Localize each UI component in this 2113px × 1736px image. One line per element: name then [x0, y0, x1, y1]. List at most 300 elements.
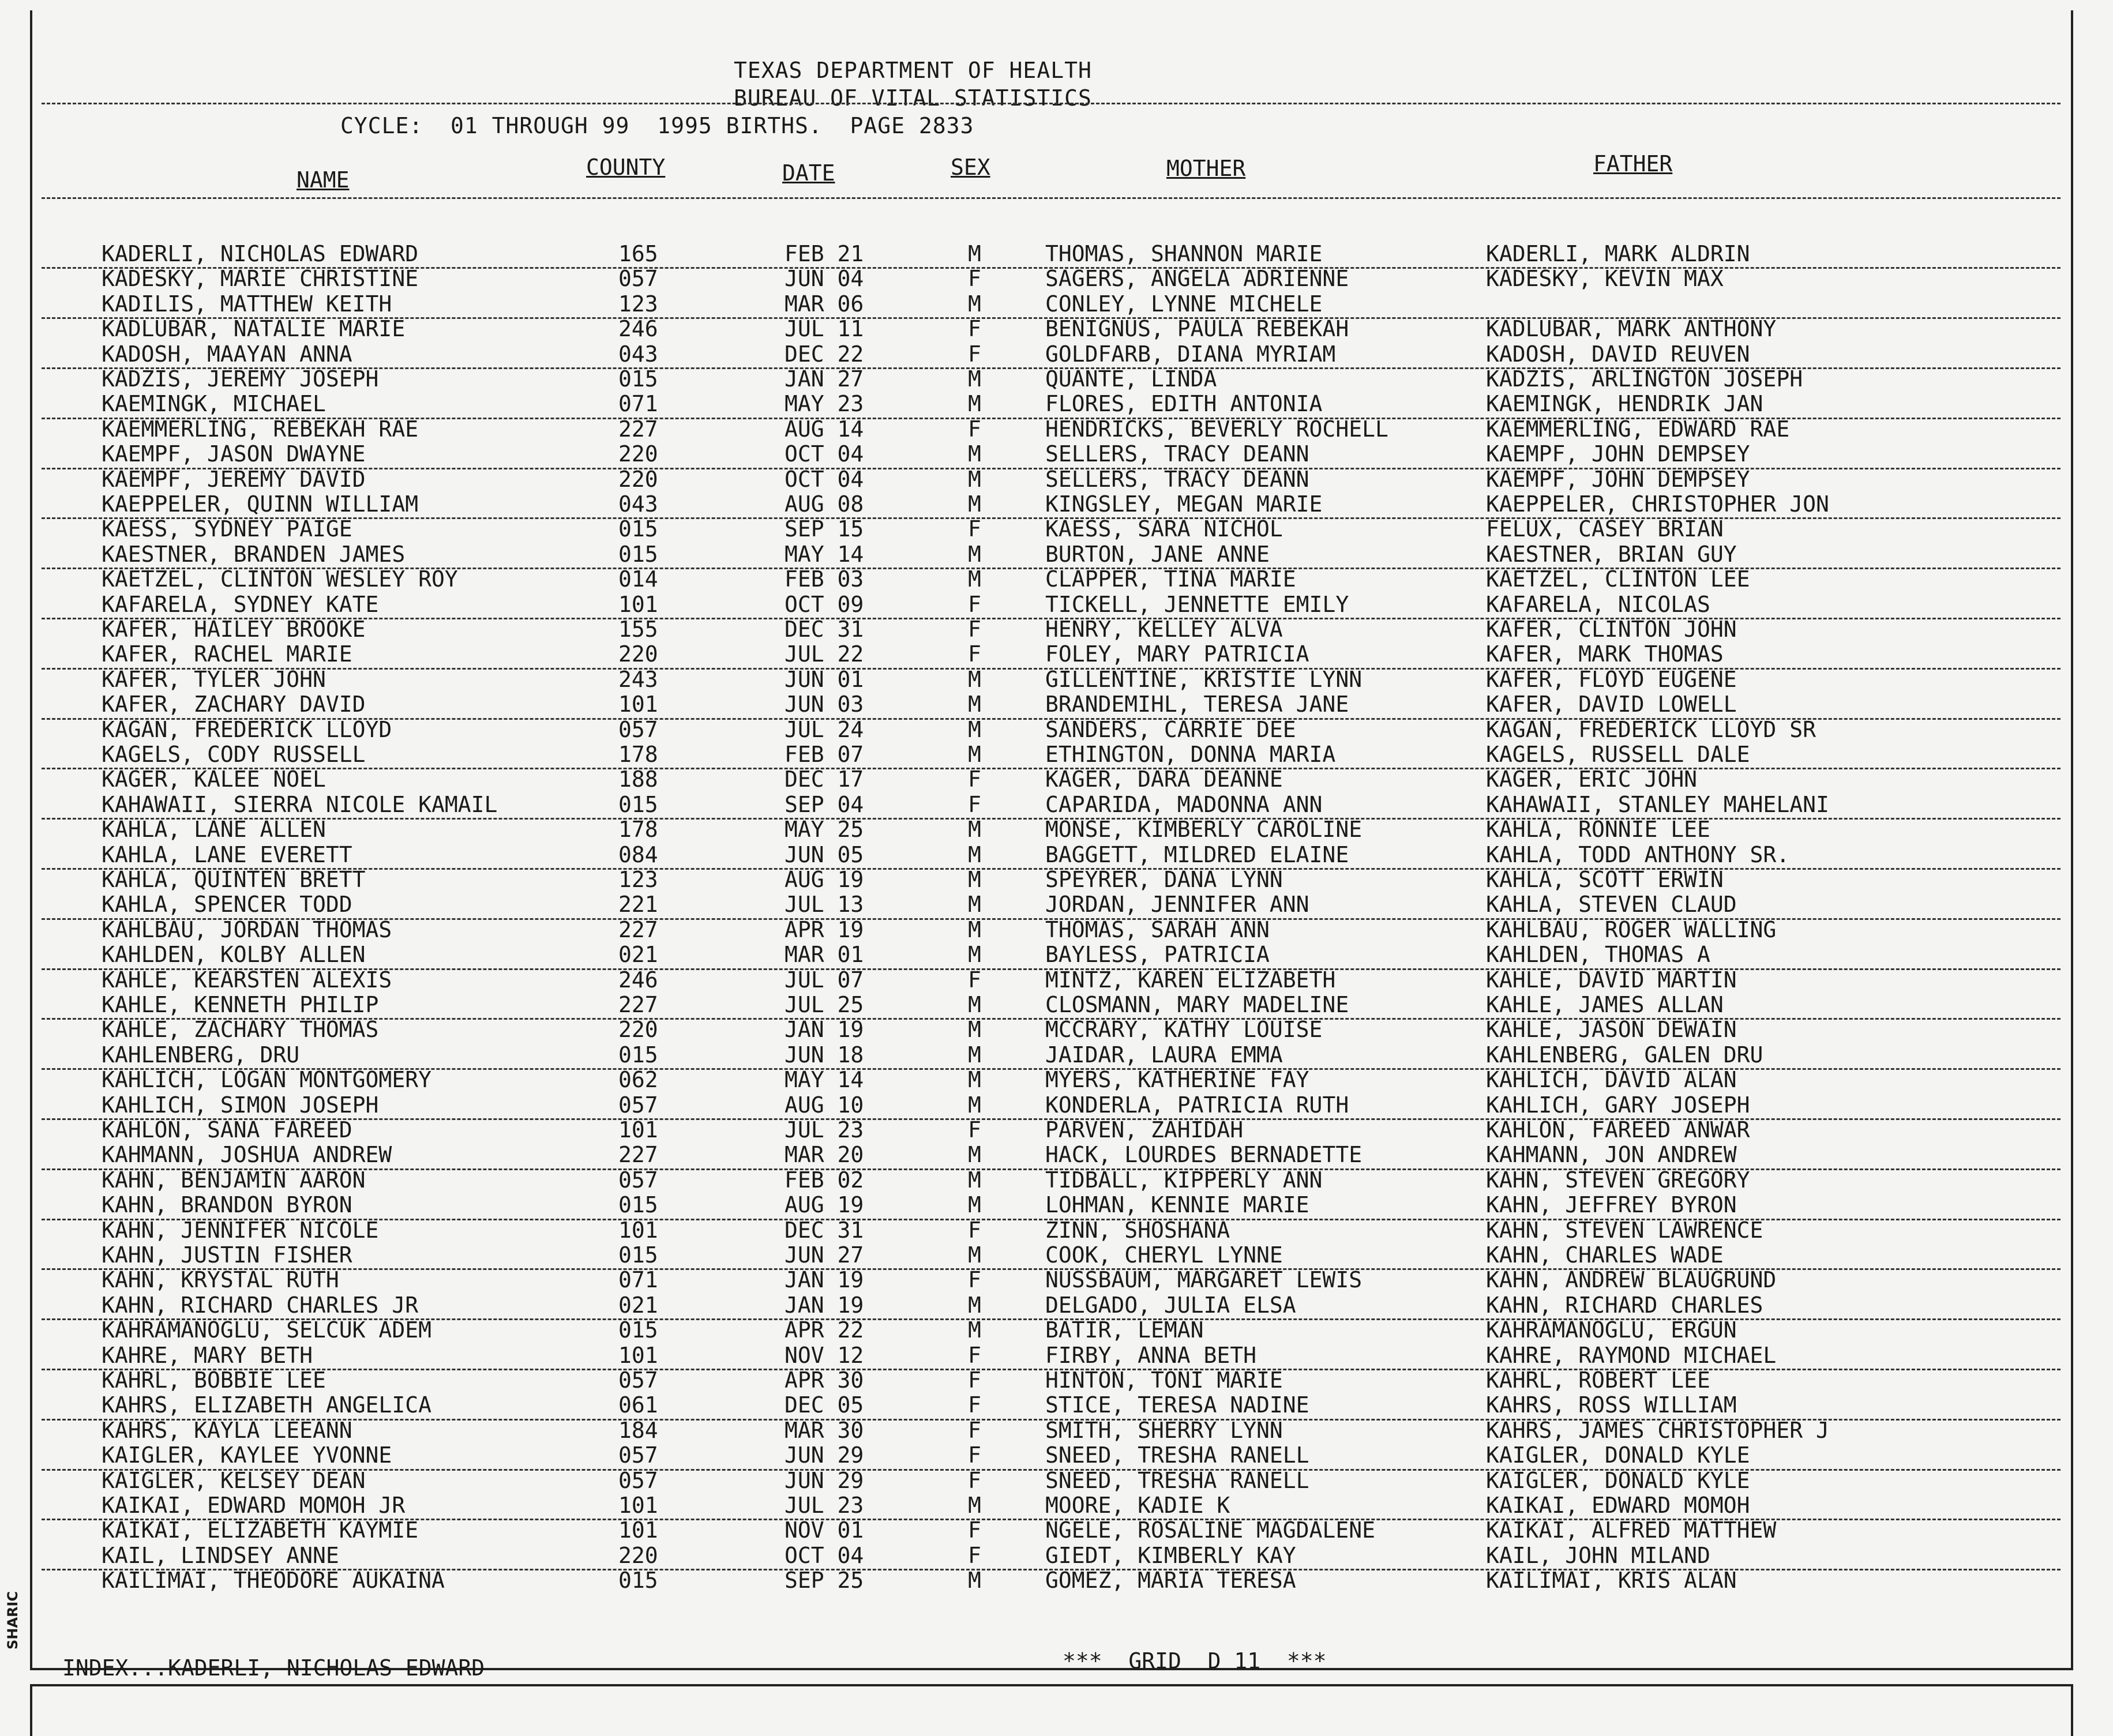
record-father: KAHLA, STEVEN CLAUD: [1486, 892, 1737, 918]
record-mother: SNEED, TRESHA RANELL: [1045, 1467, 1309, 1493]
record-county: 220: [618, 641, 658, 667]
record-father: KAEMPF, JOHN DEMPSEY: [1486, 441, 1750, 467]
record-row: [0, 491, 2113, 516]
record-county: 057: [618, 1167, 658, 1193]
grid-label: *** GRID D 11 ***: [1063, 1648, 1327, 1674]
record-row: [0, 1317, 2113, 1342]
record-father: KAHRS, JAMES CHRISTOPHER J: [1486, 1417, 1829, 1443]
record-county: 220: [618, 1017, 658, 1043]
record-name: KADOSH, MAAYAN ANNA: [102, 341, 352, 367]
record-father: KAFER, CLINTON JOHN: [1486, 617, 1737, 642]
record-name: KAHLON, SANA FAREED: [102, 1117, 352, 1143]
record-row: [0, 1418, 2113, 1442]
record-date: SEP 15: [785, 516, 864, 542]
record-mother: MYERS, KATHERINE FAY: [1045, 1067, 1309, 1093]
record-row: [0, 291, 2113, 316]
record-row: [0, 341, 2113, 366]
record-county: 246: [618, 967, 658, 993]
column-header-divider: [42, 197, 2061, 199]
record-father: KAHN, ANDREW BLAUGRUND: [1486, 1267, 1777, 1293]
record-row: [0, 1142, 2113, 1167]
record-name: KADERLI, NICHOLAS EDWARD: [102, 241, 419, 266]
record-date: MAR 06: [785, 291, 864, 317]
record-sex: M: [968, 742, 981, 767]
record-county: 227: [618, 992, 658, 1017]
record-mother: SPEYRER, DANA LYNN: [1045, 867, 1283, 892]
record-date: MAY 25: [785, 817, 864, 843]
record-date: FEB 21: [785, 241, 864, 266]
record-father: KADZIS, ARLINGTON JOSEPH: [1486, 366, 1803, 392]
record-county: 188: [618, 766, 658, 792]
record-sex: M: [968, 1142, 981, 1168]
record-county: 015: [618, 541, 658, 567]
record-date: MAR 01: [785, 942, 864, 968]
record-name: KAEMPF, JEREMY DAVID: [102, 466, 366, 492]
record-row: [0, 416, 2113, 441]
record-name: KAHLE, KEARSTEN ALEXIS: [102, 967, 392, 993]
record-mother: STICE, TERESA NADINE: [1045, 1392, 1309, 1418]
record-row: [0, 366, 2113, 391]
record-mother: HINTON, TONI MARIE: [1045, 1367, 1283, 1393]
side-label: SHARIC: [5, 1591, 21, 1649]
record-date: JUN 27: [785, 1242, 864, 1268]
record-sex: F: [968, 1342, 981, 1368]
column-header-sex: SEX: [951, 155, 990, 180]
record-date: JUN 04: [785, 266, 864, 292]
record-date: FEB 03: [785, 566, 864, 592]
record-date: NOV 12: [785, 1342, 864, 1368]
record-name: KADILIS, MATTHEW KEITH: [102, 291, 392, 317]
record-mother: CAPARIDA, MADONNA ANN: [1045, 791, 1323, 817]
record-sex: F: [968, 1417, 981, 1443]
record-county: 043: [618, 341, 658, 367]
record-sex: F: [968, 1442, 981, 1468]
record-date: JUL 23: [785, 1493, 864, 1518]
record-row: [0, 1568, 2113, 1592]
record-county: 057: [618, 716, 658, 742]
row-divider: [42, 1369, 2061, 1370]
record-sex: F: [968, 1542, 981, 1568]
record-name: KADLUBAR, NATALIE MARIE: [102, 316, 406, 342]
record-name: KAHAWAII, SIERRA NICOLE KAMAIL: [102, 791, 498, 817]
record-sex: M: [968, 716, 981, 742]
record-date: OCT 04: [785, 441, 864, 467]
record-row: [0, 1517, 2113, 1542]
record-sex: F: [968, 1517, 981, 1543]
record-row: [0, 1192, 2113, 1217]
record-row: [0, 592, 2113, 617]
record-father: KAHLICH, DAVID ALAN: [1486, 1067, 1737, 1093]
record-father: KAHLA, TODD ANTHONY SR.: [1486, 841, 1790, 867]
record-row: [0, 942, 2113, 967]
record-mother: BAYLESS, PATRICIA: [1045, 942, 1270, 968]
record-father: KAFER, MARK THOMAS: [1486, 641, 1724, 667]
row-divider: [42, 1118, 2061, 1120]
record-date: MAY 23: [785, 391, 864, 417]
record-name: KAHRE, MARY BETH: [102, 1342, 313, 1368]
record-mother: MONSE, KIMBERLY CAROLINE: [1045, 817, 1363, 843]
record-mother: SMITH, SHERRY LYNN: [1045, 1417, 1283, 1443]
row-divider: [42, 618, 2061, 619]
record-county: 123: [618, 867, 658, 892]
record-name: KAHRS, ELIZABETH ANGELICA: [102, 1392, 431, 1418]
record-name: KAFER, RACHEL MARIE: [102, 641, 352, 667]
record-county: 227: [618, 916, 658, 942]
record-name: KAHN, JENNIFER NICOLE: [102, 1217, 379, 1243]
record-mother: MOORE, KADIE K: [1045, 1493, 1230, 1518]
record-father: KADOSH, DAVID REUVEN: [1486, 341, 1750, 367]
record-mother: BURTON, JANE ANNE: [1045, 541, 1270, 567]
record-county: 155: [618, 617, 658, 642]
record-father: KAHRAMANOGLU, ERGUN: [1486, 1317, 1737, 1343]
record-sex: F: [968, 516, 981, 542]
row-divider: [42, 1068, 2061, 1070]
record-father: KAHLENBERG, GALEN DRU: [1486, 1042, 1763, 1068]
record-sex: M: [968, 1192, 981, 1218]
record-county: 014: [618, 566, 658, 592]
record-mother: THOMAS, SHANNON MARIE: [1045, 241, 1323, 266]
record-name: KAIKAI, ELIZABETH KAYMIE: [102, 1517, 419, 1543]
record-mother: KAGER, DARA DEANNE: [1045, 766, 1283, 792]
record-date: JUN 03: [785, 692, 864, 717]
record-name: KAIGLER, KAYLEE YVONNE: [102, 1442, 392, 1468]
record-father: KAHN, RICHARD CHARLES: [1486, 1292, 1763, 1318]
record-county: 015: [618, 791, 658, 817]
record-date: APR 22: [785, 1317, 864, 1343]
record-row: [0, 867, 2113, 892]
record-father: KAHLDEN, THOMAS A: [1486, 942, 1710, 968]
record-row: [0, 641, 2113, 666]
record-father: KAHLE, JAMES ALLAN: [1486, 992, 1724, 1017]
record-row: [0, 692, 2113, 716]
record-sex: F: [968, 791, 981, 817]
record-row: [0, 1167, 2113, 1192]
record-father: KAIL, JOHN MILAND: [1486, 1542, 1710, 1568]
record-father: KAEMMERLING, EDWARD RAE: [1486, 416, 1790, 442]
record-sex: M: [968, 992, 981, 1017]
record-father: KAEMINGK, HENDRIK JAN: [1486, 391, 1763, 417]
record-date: SEP 25: [785, 1568, 864, 1594]
record-father: KAHLON, FAREED ANWAR: [1486, 1117, 1750, 1143]
record-sex: F: [968, 1267, 981, 1293]
record-mother: COOK, CHERYL LYNNE: [1045, 1242, 1283, 1268]
record-mother: GIEDT, KIMBERLY KAY: [1045, 1542, 1296, 1568]
record-mother: HACK, LOURDES BERNADETTE: [1045, 1142, 1363, 1168]
column-header-mother: MOTHER: [1166, 156, 1246, 181]
record-name: KAILIMAI, THEODORE AUKAINA: [102, 1568, 445, 1594]
record-row: [0, 391, 2113, 416]
record-father: KAHN, STEVEN LAWRENCE: [1486, 1217, 1763, 1243]
record-sex: F: [968, 1467, 981, 1493]
record-father: KAEPPELER, CHRISTOPHER JON: [1486, 491, 1829, 517]
record-date: APR 19: [785, 916, 864, 942]
record-name: KAHLDEN, KOLBY ALLEN: [102, 942, 366, 968]
record-row: [0, 992, 2113, 1017]
record-row: [0, 1092, 2113, 1117]
record-name: KADZIS, JEREMY JOSEPH: [102, 366, 379, 392]
record-row: [0, 1242, 2113, 1267]
record-county: 220: [618, 441, 658, 467]
record-date: DEC 31: [785, 617, 864, 642]
record-county: 101: [618, 1342, 658, 1368]
record-date: SEP 04: [785, 791, 864, 817]
row-divider: [42, 1318, 2061, 1320]
record-name: KAHRS, KAYLA LEEANN: [102, 1417, 352, 1443]
record-county: 101: [618, 1117, 658, 1143]
record-county: 165: [618, 241, 658, 266]
cycle-line: CYCLE: 01 THROUGH 99 1995 BIRTHS. PAGE 2833: [340, 113, 974, 138]
record-sex: F: [968, 1392, 981, 1418]
record-county: 243: [618, 666, 658, 692]
record-father: KAHLA, RONNIE LEE: [1486, 817, 1710, 843]
record-name: KAEMINGK, MICHAEL: [102, 391, 326, 417]
record-father: KAFER, FLOYD EUGENE: [1486, 666, 1737, 692]
record-county: 220: [618, 1542, 658, 1568]
column-header-county: COUNTY: [586, 155, 666, 180]
record-father: KAHLE, DAVID MARTIN: [1486, 967, 1737, 993]
record-father: KAHRL, ROBERT LEE: [1486, 1367, 1710, 1393]
record-county: 043: [618, 491, 658, 517]
record-sex: F: [968, 617, 981, 642]
record-name: KAFER, TYLER JOHN: [102, 666, 326, 692]
record-county: 021: [618, 1292, 658, 1318]
row-divider: [42, 918, 2061, 920]
record-county: 015: [618, 1568, 658, 1594]
record-sex: F: [968, 766, 981, 792]
row-divider: [42, 517, 2061, 519]
record-date: JUL 25: [785, 992, 864, 1017]
record-name: KAHLA, LANE EVERETT: [102, 841, 352, 867]
record-mother: SELLERS, TRACY DEANN: [1045, 441, 1309, 467]
record-sex: M: [968, 666, 981, 692]
record-sex: M: [968, 291, 981, 317]
record-county: 057: [618, 1367, 658, 1393]
record-name: KAHLA, QUINTEN BRETT: [102, 867, 366, 892]
record-date: JAN 19: [785, 1292, 864, 1318]
record-name: KADESKY, MARIE CHRISTINE: [102, 266, 419, 292]
record-date: FEB 02: [785, 1167, 864, 1193]
record-name: KAHLE, ZACHARY THOMAS: [102, 1017, 379, 1043]
record-mother: HENDRICKS, BEVERLY ROCHELL: [1045, 416, 1388, 442]
record-sex: M: [968, 1042, 981, 1068]
record-father: KAHRS, ROSS WILLIAM: [1486, 1392, 1737, 1418]
record-mother: BENIGNUS, PAULA REBEKAH: [1045, 316, 1349, 342]
record-name: KAGAN, FREDERICK LLOYD: [102, 716, 392, 742]
row-divider: [42, 1219, 2061, 1220]
record-county: 071: [618, 1267, 658, 1293]
record-row: [0, 1343, 2113, 1367]
record-sex: F: [968, 266, 981, 292]
record-date: OCT 04: [785, 466, 864, 492]
record-mother: KONDERLA, PATRICIA RUTH: [1045, 1092, 1349, 1118]
record-mother: DELGADO, JULIA ELSA: [1045, 1292, 1296, 1318]
record-father: KAILIMAI, KRIS ALAN: [1486, 1568, 1737, 1594]
record-father: KAETZEL, CLINTON LEE: [1486, 566, 1750, 592]
record-county: 057: [618, 1092, 658, 1118]
record-sex: M: [968, 366, 981, 392]
record-father: KAHLA, SCOTT ERWIN: [1486, 867, 1724, 892]
record-sex: M: [968, 942, 981, 968]
record-date: JUN 29: [785, 1467, 864, 1493]
record-row: [0, 1367, 2113, 1392]
record-date: JAN 19: [785, 1267, 864, 1293]
record-date: AUG 10: [785, 1092, 864, 1118]
record-name: KAEPPELER, QUINN WILLIAM: [102, 491, 419, 517]
record-row: [0, 917, 2113, 942]
record-sex: M: [968, 817, 981, 843]
record-mother: LOHMAN, KENNIE MARIE: [1045, 1192, 1309, 1218]
record-row: [0, 817, 2113, 841]
record-mother: GOLDFARB, DIANA MYRIAM: [1045, 341, 1336, 367]
column-header-father: FATHER: [1593, 151, 1673, 176]
record-sex: M: [968, 1017, 981, 1043]
record-father: KAHMANN, JON ANDREW: [1486, 1142, 1737, 1168]
record-name: KAEMPF, JASON DWAYNE: [102, 441, 366, 467]
record-date: DEC 05: [785, 1392, 864, 1418]
record-sex: F: [968, 316, 981, 342]
record-row: [0, 617, 2113, 641]
row-divider: [42, 818, 2061, 820]
record-mother: NGELE, ROSALINE MAGDALENE: [1045, 1517, 1375, 1543]
record-county: 057: [618, 266, 658, 292]
record-mother: SNEED, TRESHA RANELL: [1045, 1442, 1309, 1468]
record-row: [0, 766, 2113, 791]
record-mother: KAESS, SARA NICHOL: [1045, 516, 1283, 542]
record-row: [0, 467, 2113, 491]
record-county: 062: [618, 1067, 658, 1093]
record-mother: CLOSMANN, MARY MADELINE: [1045, 992, 1349, 1017]
column-header-date: DATE: [782, 160, 835, 186]
record-date: MAR 20: [785, 1142, 864, 1168]
record-county: 184: [618, 1417, 658, 1443]
record-date: JUL 22: [785, 641, 864, 667]
record-row: [0, 1493, 2113, 1517]
row-divider: [42, 468, 2061, 469]
record-row: [0, 1442, 2113, 1467]
record-name: KAEMMERLING, REBEKAH RAE: [102, 416, 419, 442]
record-mother: JORDAN, JENNIFER ANN: [1045, 892, 1309, 918]
record-date: JAN 27: [785, 366, 864, 392]
record-mother: SANDERS, CARRIE DEE: [1045, 716, 1296, 742]
record-row: [0, 441, 2113, 466]
record-county: 221: [618, 892, 658, 918]
record-mother: KINGSLEY, MEGAN MARIE: [1045, 491, 1323, 517]
record-mother: GOMEZ, MARIA TERESA: [1045, 1568, 1296, 1594]
record-father: KAEMPF, JOHN DEMPSEY: [1486, 466, 1750, 492]
record-mother: BATIR, LEMAN: [1045, 1317, 1204, 1343]
record-name: KAIKAI, EDWARD MOMOH JR: [102, 1493, 406, 1518]
record-row: [0, 1218, 2113, 1242]
record-mother: NUSSBAUM, MARGARET LEWIS: [1045, 1267, 1363, 1293]
row-divider: [42, 1569, 2061, 1570]
row-divider: [42, 968, 2061, 970]
record-father: KAHN, STEVEN GREGORY: [1486, 1167, 1750, 1193]
record-county: 178: [618, 817, 658, 843]
record-row: [0, 792, 2113, 817]
record-row: [0, 566, 2113, 591]
record-date: DEC 22: [785, 341, 864, 367]
record-date: JUN 05: [785, 841, 864, 867]
column-header-name: NAME: [297, 167, 350, 193]
record-county: 101: [618, 1517, 658, 1543]
record-mother: THOMAS, SARAH ANN: [1045, 916, 1270, 942]
record-row: [0, 842, 2113, 867]
record-row: [0, 516, 2113, 541]
record-row: [0, 241, 2113, 266]
record-sex: M: [968, 867, 981, 892]
record-sex: F: [968, 416, 981, 442]
record-mother: SELLERS, TRACY DEANN: [1045, 466, 1309, 492]
record-county: 057: [618, 1467, 658, 1493]
record-date: FEB 07: [785, 742, 864, 767]
record-sex: M: [968, 1493, 981, 1518]
record-date: OCT 09: [785, 591, 864, 617]
row-divider: [42, 1469, 2061, 1471]
record-father: KAGER, ERIC JOHN: [1486, 766, 1698, 792]
record-row: [0, 1468, 2113, 1493]
record-mother: BRANDEMIHL, TERESA JANE: [1045, 692, 1349, 717]
header-divider: [42, 103, 2061, 104]
agency-title: TEXAS DEPARTMENT OF HEALTH: [734, 58, 1092, 83]
record-row: [0, 717, 2113, 742]
bureau-title: BUREAU OF VITAL STATISTICS: [734, 85, 1092, 111]
record-sex: F: [968, 641, 981, 667]
record-county: 061: [618, 1392, 658, 1418]
row-divider: [42, 568, 2061, 569]
record-date: DEC 31: [785, 1217, 864, 1243]
record-father: KAHAWAII, STANLEY MAHELANI: [1486, 791, 1829, 817]
record-row: [0, 742, 2113, 766]
record-mother: SAGERS, ANGELA ADRIENNE: [1045, 266, 1349, 292]
record-county: 246: [618, 316, 658, 342]
record-county: 101: [618, 692, 658, 717]
record-row: [0, 667, 2113, 692]
record-name: KAESTNER, BRANDEN JAMES: [102, 541, 406, 567]
record-mother: FIRBY, ANNA BETH: [1045, 1342, 1257, 1368]
record-sex: F: [968, 341, 981, 367]
record-sex: F: [968, 1367, 981, 1393]
record-father: FELUX, CASEY BRIAN: [1486, 516, 1724, 542]
record-county: 220: [618, 466, 658, 492]
row-divider: [42, 418, 2061, 419]
record-sex: M: [968, 916, 981, 942]
record-mother: CONLEY, LYNNE MICHELE: [1045, 291, 1323, 317]
record-sex: M: [968, 1067, 981, 1093]
record-mother: CLAPPER, TINA MARIE: [1045, 566, 1296, 592]
record-county: 227: [618, 416, 658, 442]
record-row: [0, 1292, 2113, 1317]
row-divider: [42, 718, 2061, 720]
record-mother: PARVEN, ZAHIDAH: [1045, 1117, 1244, 1143]
record-father: KAFARELA, NICOLAS: [1486, 591, 1710, 617]
record-father: KAHRE, RAYMOND MICHAEL: [1486, 1342, 1777, 1368]
record-date: MAY 14: [785, 541, 864, 567]
row-divider: [42, 317, 2061, 319]
record-name: KAETZEL, CLINTON WESLEY ROY: [102, 566, 458, 592]
record-county: 101: [618, 591, 658, 617]
record-county: 178: [618, 742, 658, 767]
next-page-frame: [30, 1684, 2073, 1736]
record-date: APR 30: [785, 1367, 864, 1393]
record-name: KAHN, BENJAMIN AARON: [102, 1167, 366, 1193]
record-name: KAHRAMANOGLU, SELCUK ADEM: [102, 1317, 431, 1343]
record-name: KAFER, ZACHARY DAVID: [102, 692, 366, 717]
record-date: JAN 19: [785, 1017, 864, 1043]
record-father: KAGAN, FREDERICK LLOYD SR: [1486, 716, 1816, 742]
record-date: JUN 18: [785, 1042, 864, 1068]
record-date: OCT 04: [785, 1542, 864, 1568]
record-father: KAHN, JEFFREY BYRON: [1486, 1192, 1737, 1218]
